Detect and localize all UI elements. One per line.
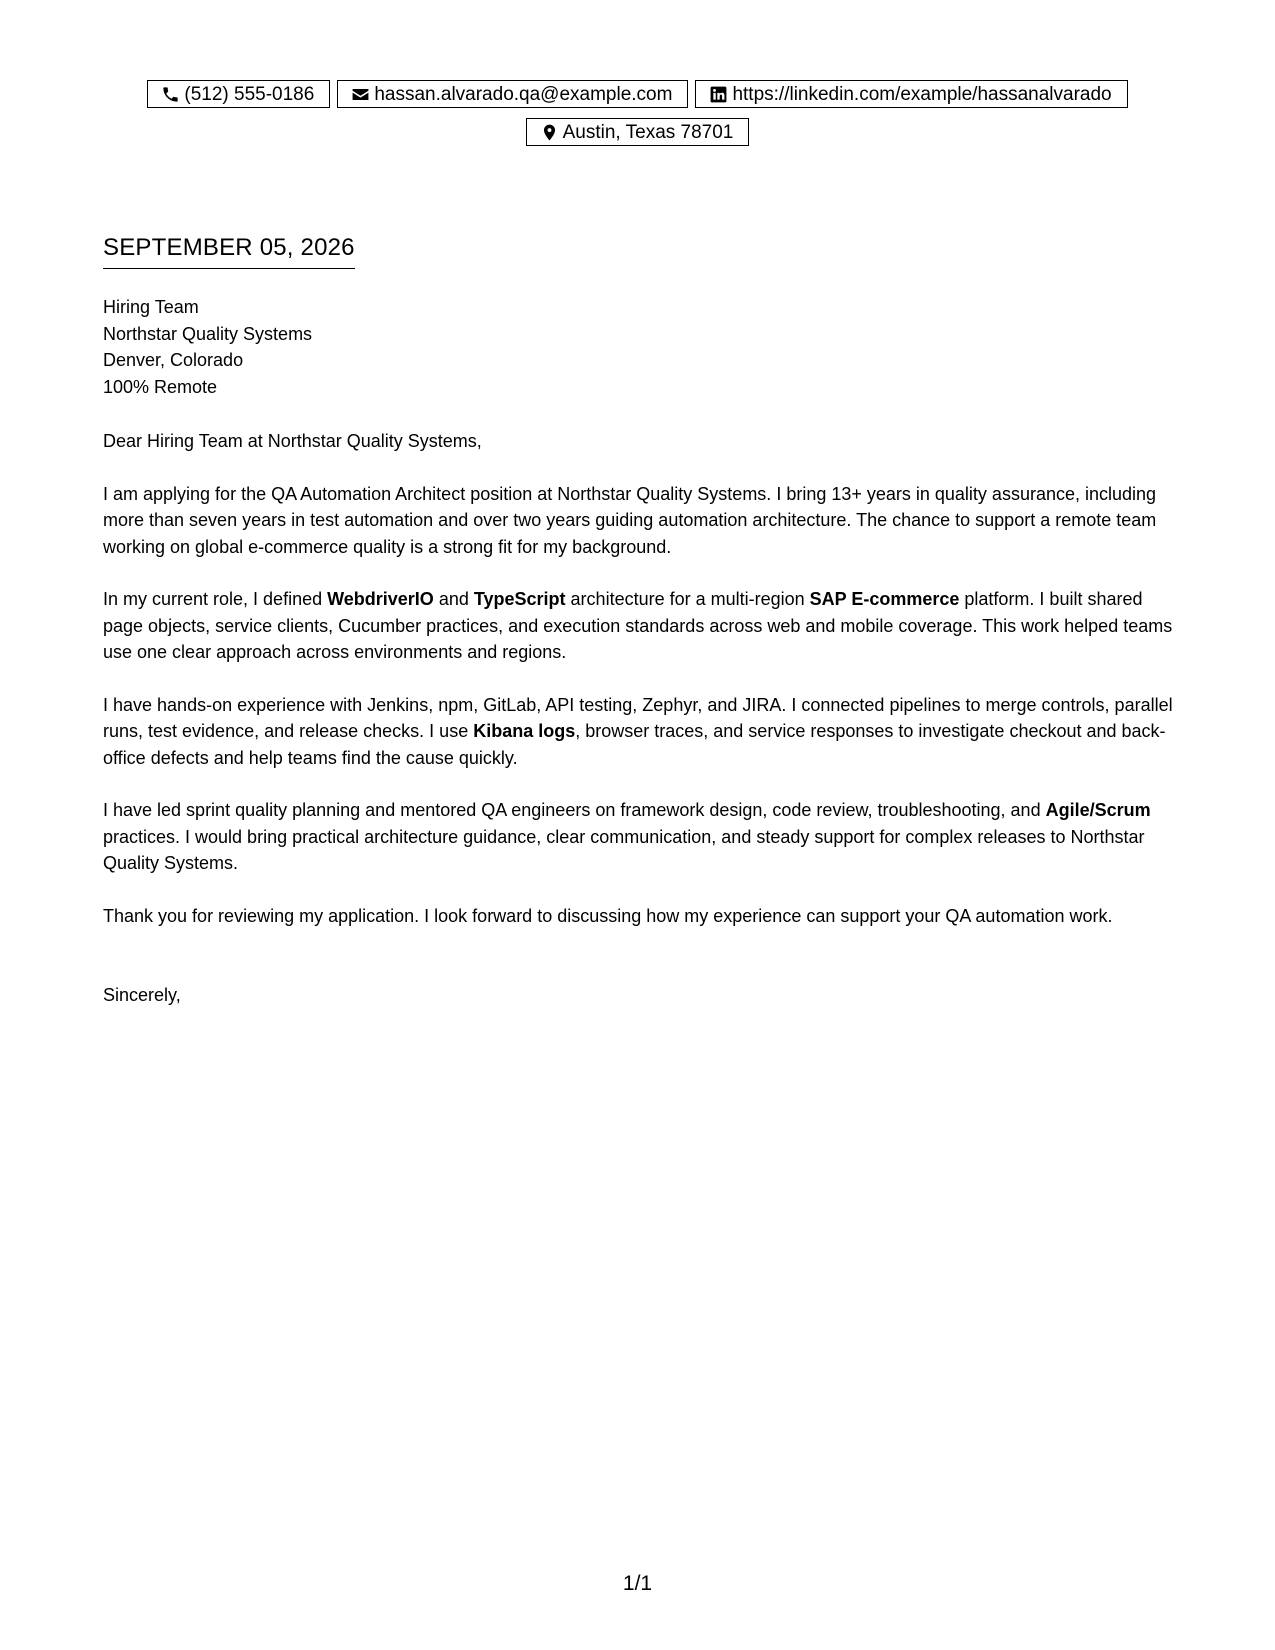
paragraph-leadership — [103, 797, 1183, 877]
recipient-location: Denver, Colorado — [103, 350, 244, 370]
envelope-icon — [351, 85, 370, 104]
highlight-kibana-logs: Kibana logs — [473, 721, 576, 741]
paragraph-text: and — [433, 589, 474, 609]
recipient-block — [103, 294, 312, 400]
highlight-typescript: TypeScript — [473, 589, 566, 609]
highlight-webdriverio: WebdriverIO — [327, 589, 434, 609]
contact-bar-location — [0, 118, 1275, 146]
paragraph-text: architecture for a multi-region — [565, 589, 810, 609]
salutation: Dear Hiring Team at Northstar Quality Systems, — [103, 431, 482, 451]
letter-date: SEPTEMBER 05, 2026 — [103, 234, 355, 269]
linkedin-icon — [709, 85, 728, 104]
paragraph-current-role — [103, 586, 1183, 666]
linkedin-chip[interactable] — [695, 80, 1127, 108]
paragraph-tooling — [103, 692, 1183, 772]
letter-body — [103, 428, 1183, 955]
email-address: hassan.alvarado.qa@example.com — [374, 83, 673, 105]
paragraph-intro: I am applying for the QA Automation Architect position at Northstar Quality Systems. I bring 13+ years in quality assurance, including more than seven years in test automation and over two years guiding automation architecture. The chance to support a remote team working on global e-commerce quality is a strong fit for my background. — [103, 483, 1157, 557]
contact-bar — [0, 80, 1275, 108]
paragraph-text: I have hands-on experience with Jenkins, npm, GitLab, API testing, Zephyr, and JIRA. I connected pipelines to merge controls, parallel runs, test evidence, and release checks. I use — [103, 694, 1173, 741]
location-text: Austin, Texas 78701 — [562, 121, 734, 143]
recipient-company: Northstar Quality Systems — [103, 323, 313, 344]
recipient-name: Hiring Team — [103, 297, 199, 317]
highlight-sap-ecommerce: SAP E-commerce — [809, 589, 960, 609]
paragraph-text: practices. I would bring practical architecture guidance, clear communication, and steady support for complex releases to Northstar Quality Systems. — [103, 826, 1145, 873]
map-marker-icon — [540, 123, 559, 142]
paragraph-text: In my current role, I defined — [103, 589, 328, 609]
highlight-agile-scrum: Agile/Scrum — [1045, 800, 1151, 820]
paragraph-text: , browser traces, and service responses to investigate checkout and back-office defects and help teams find the cause quickly. — [103, 721, 1166, 768]
page-number: 1/1 — [622, 1572, 653, 1595]
paragraph-thanks: Thank you for reviewing my application. I look forward to discussing how my experience can support your QA automation work. — [103, 905, 1113, 926]
location-chip — [526, 118, 750, 146]
closing: Sincerely, — [103, 985, 181, 1005]
linkedin-url: https://linkedin.com/example/hassanalvarado — [732, 83, 1112, 105]
email-chip[interactable] — [337, 80, 688, 108]
phone-number: (512) 555-0186 — [184, 83, 315, 105]
paragraph-text: platform. I built shared page objects, service clients, Cucumber practices, and execution standards across web and mobile coverage. This work helped teams use one clear approach across environments and regions. — [103, 589, 1173, 662]
phone-chip[interactable] — [147, 80, 330, 108]
paragraph-text: I have led sprint quality planning and mentored QA engineers on framework design, code review, troubleshooting, and — [103, 800, 1046, 820]
phone-icon — [161, 85, 180, 104]
recipient-work-mode: 100% Remote — [103, 376, 218, 397]
